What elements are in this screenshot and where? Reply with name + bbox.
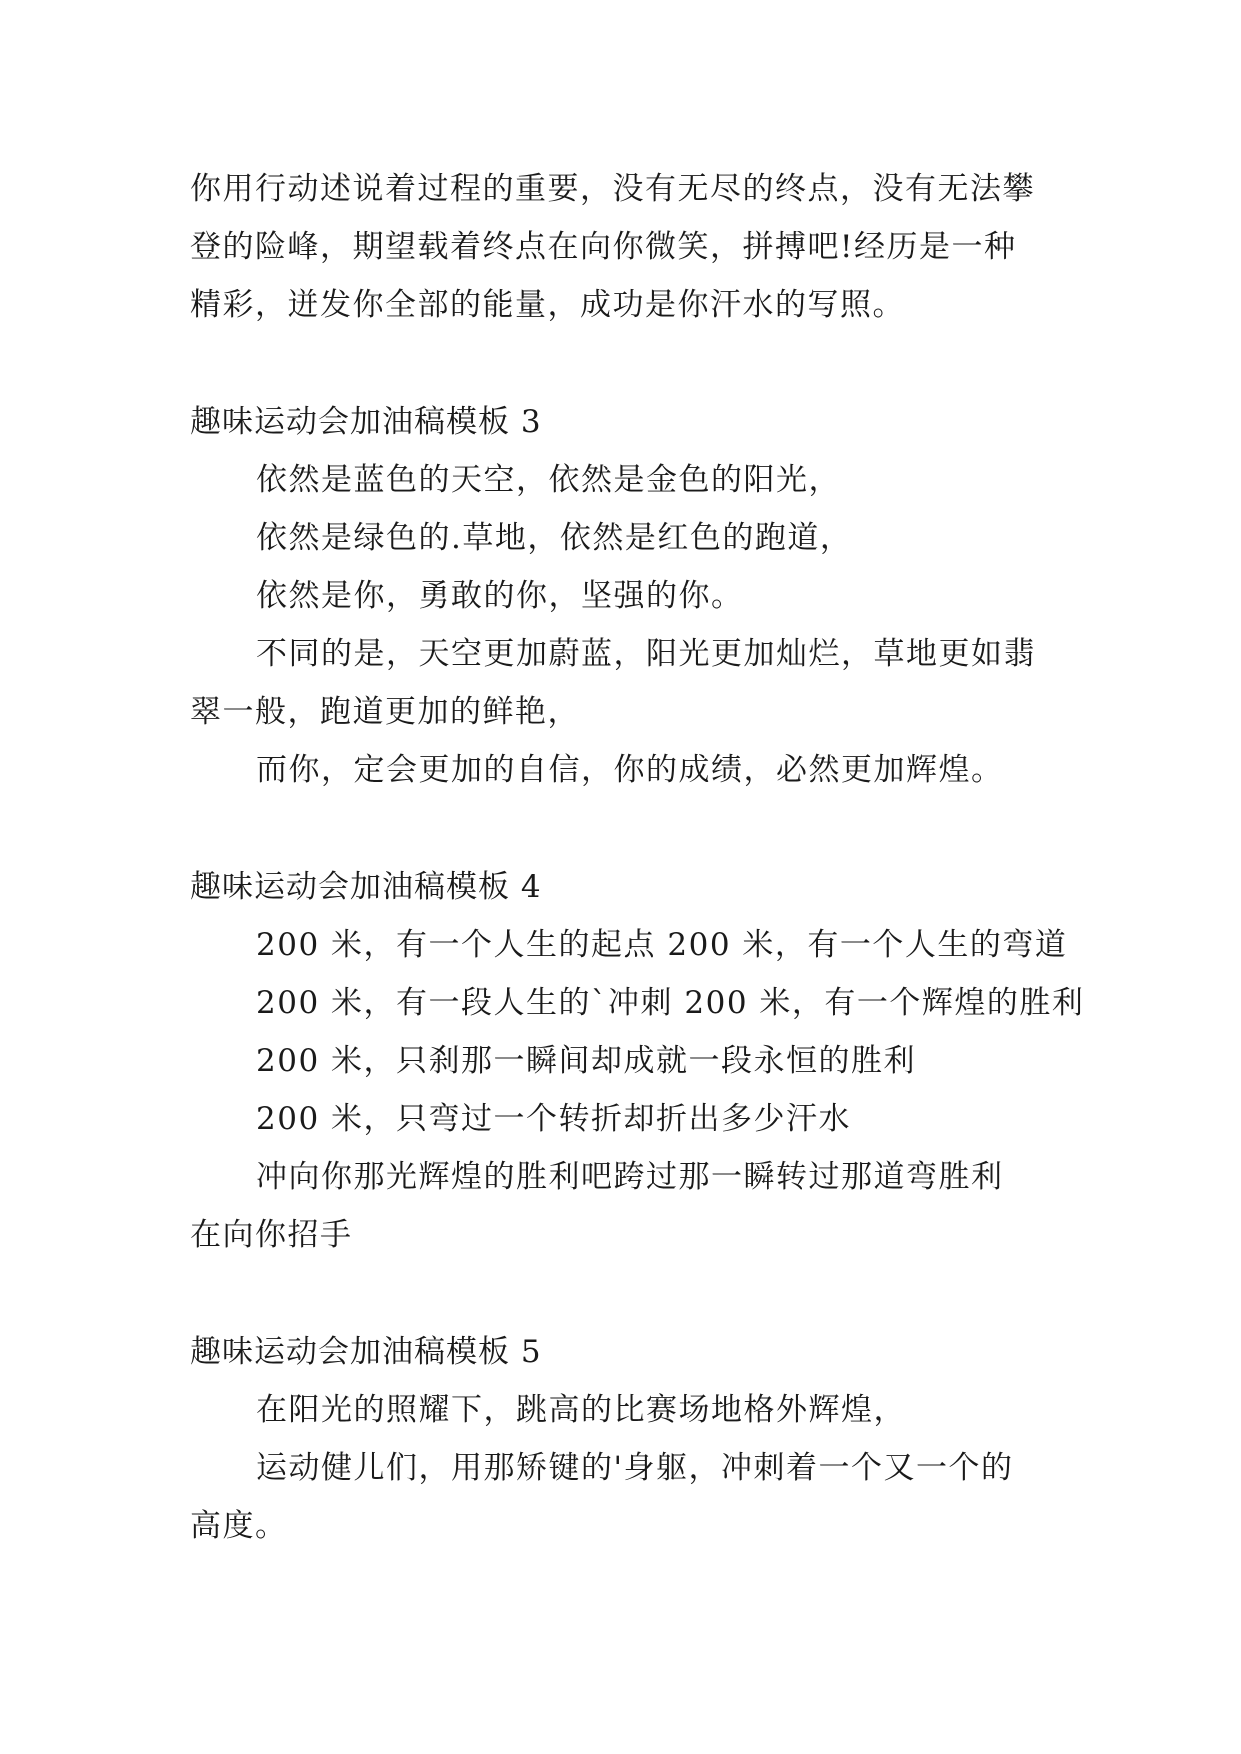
section-5-line-1: 在阳光的照耀下，跳高的比赛场地格外辉煌，	[256, 1392, 906, 1428]
section-3-line-2: 依然是绿色的.草地，依然是红色的跑道，	[256, 520, 853, 556]
section-4-line-5: 冲向你那光辉煌的胜利吧跨过那一瞬转过那道弯胜利	[256, 1159, 1004, 1195]
section-5-line-2: 运动健儿们，用那矫键的'身躯，冲刺着一个又一个的	[256, 1450, 1014, 1486]
intro-line-3: 精彩，迸发你全部的能量，成功是你汗水的写照。	[190, 287, 905, 323]
section-5-heading: 趣味运动会加油稿模板 5	[190, 1334, 542, 1370]
section-4-line-4: 200 米，只弯过一个转折却折出多少汗水	[256, 1101, 852, 1137]
section-4-line-3: 200 米，只刹那一瞬间却成就一段永恒的胜利	[256, 1043, 917, 1079]
section-3-line-6: 而你，定会更加的自信，你的成绩，必然更加辉煌。	[256, 752, 1004, 788]
section-3-line-1: 依然是蓝色的天空，依然是金色的阳光，	[256, 462, 841, 498]
section-5-line-3: 高度。	[190, 1508, 288, 1544]
intro-line-2: 登的险峰，期望载着终点在向你微笑，拼搏吧!经历是一种	[190, 229, 1017, 265]
section-4-line-1: 200 米，有一个人生的起点 200 米，有一个人生的弯道	[256, 927, 1068, 963]
section-3-line-5: 翠一般，跑道更加的鲜艳，	[190, 694, 580, 730]
section-4-line-6: 在向你招手	[190, 1217, 353, 1253]
section-3-line-4: 不同的是，天空更加蔚蓝，阳光更加灿烂，草地更如翡	[256, 636, 1036, 672]
section-4-heading: 趣味运动会加油稿模板 4	[190, 869, 542, 905]
section-3-line-3: 依然是你，勇敢的你，坚强的你。	[256, 578, 744, 614]
section-4-line-2: 200 米，有一段人生的`冲刺 200 米，有一个辉煌的胜利	[256, 985, 1085, 1021]
intro-line-1: 你用行动述说着过程的重要，没有无尽的终点，没有无法攀	[190, 171, 1035, 207]
section-3-heading: 趣味运动会加油稿模板 3	[190, 404, 542, 440]
